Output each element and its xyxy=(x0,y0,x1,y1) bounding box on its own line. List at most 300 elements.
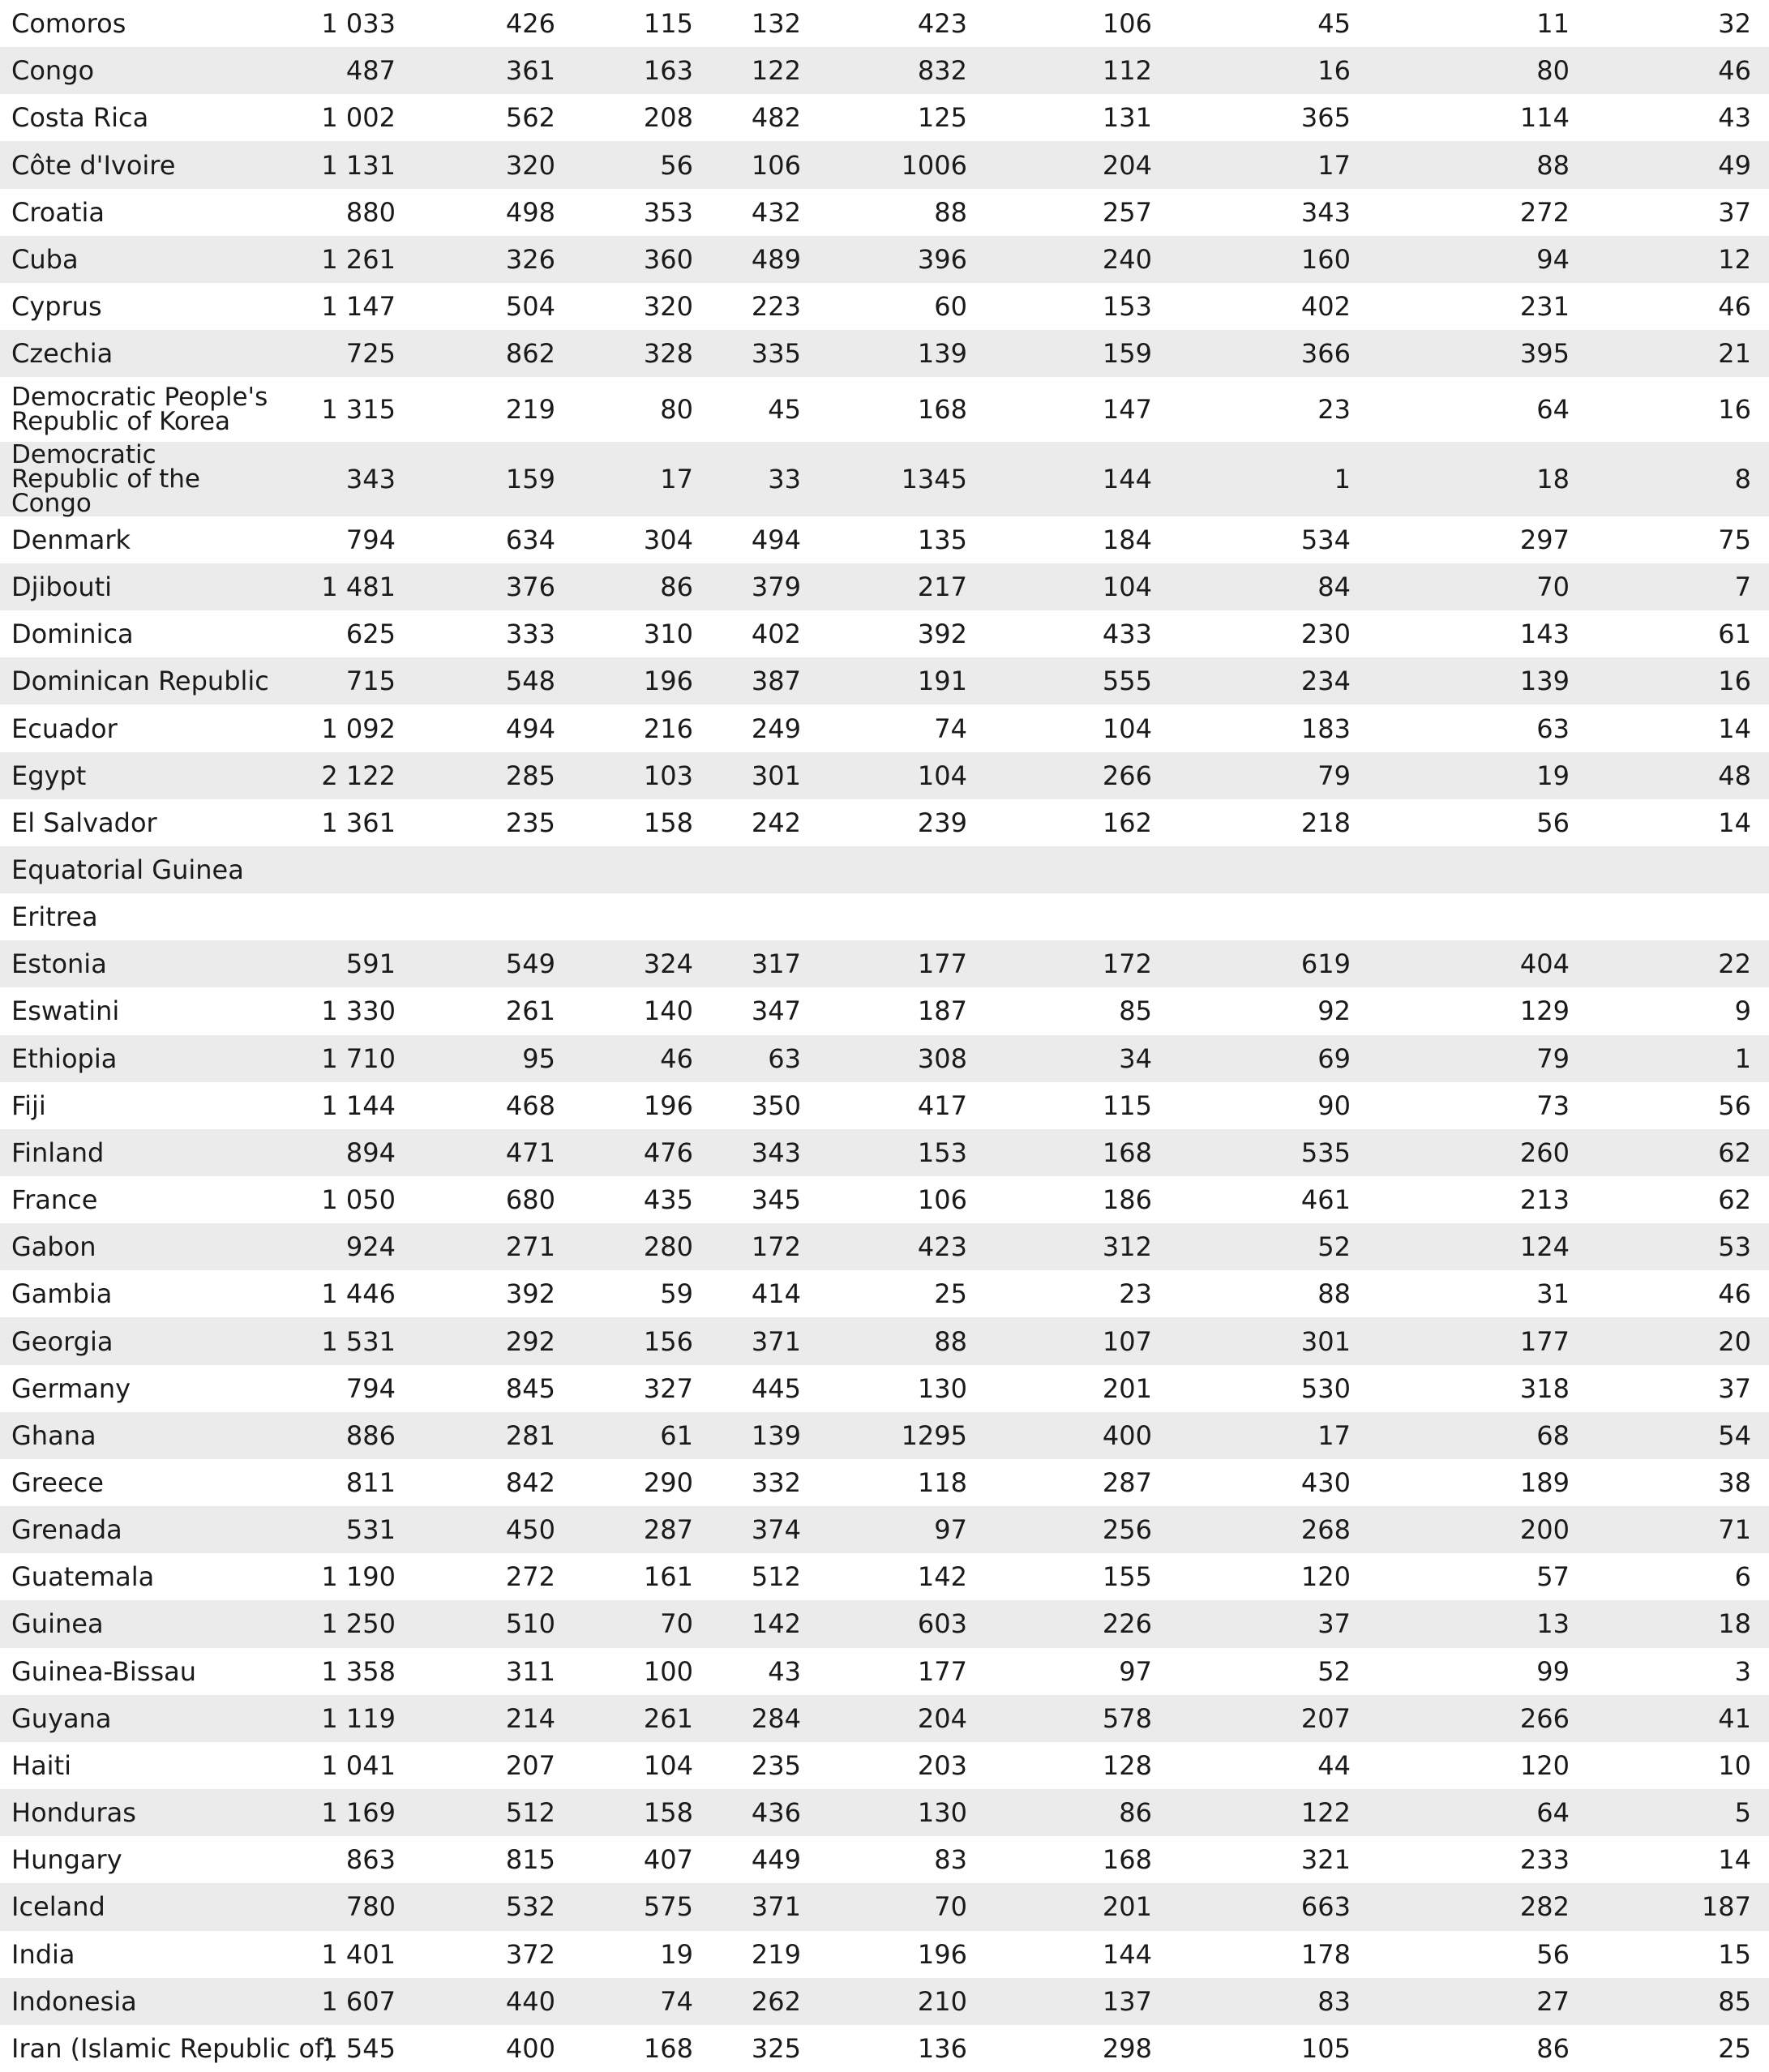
value-cell xyxy=(573,893,711,940)
value-cell: 1 131 xyxy=(288,141,413,188)
value-cell: 184 xyxy=(1102,524,1152,555)
value-cell: 104 xyxy=(643,1749,693,1781)
country-name-cell: Dominican Republic xyxy=(0,657,288,704)
value-cell: 376 xyxy=(413,563,573,610)
value-cell: 1 710 xyxy=(288,1035,413,1082)
value-cell: 1 119 xyxy=(288,1695,413,1742)
value-cell: 6 xyxy=(1734,1561,1751,1593)
value-cell: 845 xyxy=(505,1372,555,1404)
value-cell: 445 xyxy=(751,1372,801,1404)
value-cell: 292 xyxy=(413,1317,573,1364)
value-cell: 591 xyxy=(288,940,413,987)
value-cell: 34 xyxy=(985,1035,1170,1082)
value-cell: 318 xyxy=(1519,1372,1570,1404)
country-name-cell: Haiti xyxy=(11,1749,71,1781)
value-cell: 70 xyxy=(1369,563,1587,610)
value-cell: 132 xyxy=(751,8,801,40)
table-row xyxy=(0,1978,1769,2025)
value-cell: 16 xyxy=(1170,47,1369,94)
value-cell: 187 xyxy=(1587,1883,1769,1930)
value-cell: 235 xyxy=(751,1749,801,1781)
country-name-cell: Guinea-Bissau xyxy=(11,1655,197,1687)
value-cell: 725 xyxy=(288,330,413,377)
value-cell: 210 xyxy=(819,1978,985,2025)
country-name-cell: Gambia xyxy=(11,1278,113,1310)
value-cell: 54 xyxy=(1587,1412,1769,1459)
value-cell: 159 xyxy=(985,330,1170,377)
value-cell: 256 xyxy=(985,1506,1170,1553)
value-cell: 317 xyxy=(711,940,819,987)
value-cell: 1 401 xyxy=(321,1938,396,1970)
value-cell: 100 xyxy=(643,1655,693,1687)
value-cell: 272 xyxy=(505,1561,555,1593)
value-cell xyxy=(1170,846,1369,893)
value-cell: 360 xyxy=(573,236,711,283)
value-cell: 46 xyxy=(1718,291,1751,323)
value-cell: 70 xyxy=(819,1883,985,1930)
value-cell: 45 xyxy=(768,394,801,426)
value-cell: 347 xyxy=(751,995,801,1027)
value-cell: 115 xyxy=(1102,1090,1152,1121)
value-cell: 83 xyxy=(1170,1978,1369,2025)
value-cell: 22 xyxy=(1587,940,1769,987)
table-row xyxy=(0,987,1769,1034)
country-name-cell: Costa Rica xyxy=(11,102,149,134)
value-cell: 14 xyxy=(1718,713,1751,744)
table-row xyxy=(0,893,1769,940)
table-row xyxy=(0,704,1769,751)
value-cell: 79 xyxy=(1369,1035,1587,1082)
value-cell: 476 xyxy=(573,1129,711,1176)
country-name-cell: Estonia xyxy=(0,940,288,987)
value-cell: 31 xyxy=(1536,1278,1570,1310)
value-cell: 535 xyxy=(1170,1129,1369,1176)
value-cell: 120 xyxy=(1300,1561,1351,1593)
value-cell: 287 xyxy=(573,1506,711,1553)
value-cell: 353 xyxy=(643,196,693,228)
value-cell: 392 xyxy=(917,619,967,650)
value-cell: 433 xyxy=(1102,619,1152,650)
value-cell: 562 xyxy=(505,102,555,134)
table-row xyxy=(0,2025,1769,2072)
value-cell xyxy=(413,846,573,893)
value-cell: 832 xyxy=(819,47,985,94)
value-cell: 402 xyxy=(1300,291,1351,323)
value-cell: 70 xyxy=(573,1600,711,1647)
country-name-cell: Hungary xyxy=(11,1844,122,1876)
value-cell: 64 xyxy=(1369,1789,1587,1836)
value-cell: 863 xyxy=(345,1844,396,1876)
value-cell: 663 xyxy=(1170,1883,1369,1930)
value-cell: 191 xyxy=(819,657,985,704)
value-cell: 512 xyxy=(751,1561,801,1593)
value-cell: 208 xyxy=(643,102,693,134)
country-name-cell: Democratic Republic of the Congo xyxy=(0,442,288,516)
value-cell: 1295 xyxy=(819,1412,985,1459)
value-cell: 308 xyxy=(819,1035,985,1082)
value-cell: 201 xyxy=(985,1883,1170,1930)
value-cell: 16 xyxy=(1587,657,1769,704)
value-cell: 139 xyxy=(1369,657,1587,704)
table-row xyxy=(0,1836,1769,1883)
value-cell: 177 xyxy=(819,940,985,987)
table-row xyxy=(0,1506,1769,1553)
value-cell: 33 xyxy=(711,442,819,516)
value-cell: 625 xyxy=(345,619,396,650)
value-cell: 120 xyxy=(1519,1749,1570,1781)
country-name-cell: Grenada xyxy=(0,1506,288,1553)
value-cell: 287 xyxy=(1102,1467,1152,1499)
value-cell: 402 xyxy=(751,619,801,650)
value-cell: 343 xyxy=(1300,196,1351,228)
value-cell: 512 xyxy=(413,1789,573,1836)
value-cell: 68 xyxy=(1369,1412,1587,1459)
value-cell: 79 xyxy=(1170,752,1369,799)
value-cell: 217 xyxy=(819,563,985,610)
value-cell: 14 xyxy=(1718,1844,1751,1876)
value-cell: 468 xyxy=(505,1090,555,1121)
value-cell: 260 xyxy=(1369,1129,1587,1176)
value-cell: 71 xyxy=(1587,1506,1769,1553)
value-cell: 106 xyxy=(1102,8,1152,40)
value-cell: 862 xyxy=(413,330,573,377)
country-name-cell: Indonesia xyxy=(0,1978,288,2025)
table-row xyxy=(0,940,1769,987)
value-cell: 219 xyxy=(505,394,555,426)
country-name-cell: France xyxy=(11,1184,98,1216)
value-cell: 1 xyxy=(1587,1035,1769,1082)
value-cell: 114 xyxy=(1519,102,1570,134)
value-cell: 23 xyxy=(1119,1278,1152,1310)
value-cell: 216 xyxy=(643,713,693,744)
value-cell: 53 xyxy=(1587,1223,1769,1270)
country-name-cell: Eswatini xyxy=(11,995,120,1027)
value-cell: 37 xyxy=(1170,1600,1369,1647)
table-row xyxy=(0,1082,1769,1129)
value-cell: 7 xyxy=(1587,563,1769,610)
value-cell: 282 xyxy=(1369,1883,1587,1930)
value-cell: 189 xyxy=(1519,1467,1570,1499)
value-cell: 815 xyxy=(505,1844,555,1876)
value-cell: 122 xyxy=(711,47,819,94)
value-cell: 1 358 xyxy=(321,1655,396,1687)
value-cell: 18 xyxy=(1369,442,1587,516)
value-cell: 139 xyxy=(819,330,985,377)
value-cell: 201 xyxy=(1102,1372,1152,1404)
value-cell: 240 xyxy=(985,236,1170,283)
table-row xyxy=(0,1459,1769,1506)
value-cell: 794 xyxy=(345,1372,396,1404)
value-cell: 1 041 xyxy=(321,1749,396,1781)
value-cell: 104 xyxy=(985,563,1170,610)
value-cell: 142 xyxy=(917,1561,967,1593)
value-cell: 97 xyxy=(819,1506,985,1553)
value-cell: 603 xyxy=(819,1600,985,1647)
value-cell: 69 xyxy=(1170,1035,1369,1082)
value-cell: 1 144 xyxy=(321,1090,396,1121)
value-cell: 440 xyxy=(413,1978,573,2025)
value-cell: 1 361 xyxy=(321,807,396,838)
value-cell: 811 xyxy=(345,1467,396,1499)
value-cell: 392 xyxy=(505,1278,555,1310)
value-cell: 62 xyxy=(1718,1184,1751,1216)
country-name-cell: Congo xyxy=(0,47,288,94)
value-cell: 64 xyxy=(1536,394,1570,426)
value-cell: 162 xyxy=(1102,807,1152,838)
country-name-cell: Dominica xyxy=(11,619,134,650)
value-cell: 1 169 xyxy=(288,1789,413,1836)
value-cell: 374 xyxy=(711,1506,819,1553)
value-cell: 143 xyxy=(1519,619,1570,650)
value-cell: 124 xyxy=(1369,1223,1587,1270)
value-cell xyxy=(985,893,1170,940)
value-cell: 432 xyxy=(751,196,801,228)
value-cell: 284 xyxy=(711,1695,819,1742)
table-row xyxy=(0,1223,1769,1270)
value-cell: 531 xyxy=(288,1506,413,1553)
value-cell: 371 xyxy=(711,1883,819,1930)
value-cell: 1 050 xyxy=(321,1184,396,1216)
value-cell: 321 xyxy=(1300,1844,1351,1876)
value-cell: 430 xyxy=(1300,1467,1351,1499)
value-cell xyxy=(288,893,413,940)
value-cell: 63 xyxy=(1536,713,1570,744)
country-name-cell: Guatemala xyxy=(11,1561,155,1593)
value-cell: 125 xyxy=(917,102,967,134)
value-cell: 200 xyxy=(1369,1506,1587,1553)
value-cell: 1 190 xyxy=(321,1561,396,1593)
value-cell: 60 xyxy=(934,291,967,323)
value-cell: 213 xyxy=(1519,1184,1570,1216)
value-cell: 11 xyxy=(1536,8,1570,40)
value-cell: 335 xyxy=(711,330,819,377)
value-cell: 168 xyxy=(643,2032,693,2064)
value-cell: 144 xyxy=(985,442,1170,516)
value-cell: 204 xyxy=(985,141,1170,188)
value-cell: 48 xyxy=(1587,752,1769,799)
value-cell: 379 xyxy=(711,563,819,610)
value-cell: 52 xyxy=(1170,1223,1369,1270)
value-cell: 90 xyxy=(1317,1090,1351,1121)
table-row xyxy=(0,1365,1769,1412)
value-cell: 135 xyxy=(917,524,967,555)
value-cell: 74 xyxy=(934,713,967,744)
country-name-cell: Denmark xyxy=(11,524,131,555)
value-cell: 494 xyxy=(505,713,555,744)
value-cell: 924 xyxy=(288,1223,413,1270)
table-row xyxy=(0,799,1769,846)
country-name-cell: Ethiopia xyxy=(0,1035,288,1082)
table-row xyxy=(0,141,1769,188)
value-cell: 168 xyxy=(1102,1844,1152,1876)
value-cell xyxy=(1369,846,1587,893)
value-cell: 38 xyxy=(1718,1467,1751,1499)
country-name-cell: Guinea xyxy=(0,1600,288,1647)
value-cell: 88 xyxy=(1369,141,1587,188)
value-cell: 3 xyxy=(1734,1655,1751,1687)
value-cell: 365 xyxy=(1300,102,1351,134)
value-cell xyxy=(819,893,985,940)
value-cell: 88 xyxy=(1317,1278,1351,1310)
value-cell: 161 xyxy=(643,1561,693,1593)
country-name-cell: Cyprus xyxy=(11,291,102,323)
value-cell: 8 xyxy=(1587,442,1769,516)
value-cell: 345 xyxy=(751,1184,801,1216)
value-cell: 257 xyxy=(1102,196,1152,228)
value-cell: 842 xyxy=(505,1467,555,1499)
value-cell: 578 xyxy=(985,1695,1170,1742)
value-cell: 158 xyxy=(643,807,693,838)
value-cell: 285 xyxy=(413,752,573,799)
country-name-cell: Cuba xyxy=(0,236,288,283)
value-cell: 142 xyxy=(711,1600,819,1647)
table-row xyxy=(0,1648,1769,1695)
value-cell: 619 xyxy=(1170,940,1369,987)
value-cell: 404 xyxy=(1369,940,1587,987)
value-cell: 449 xyxy=(751,1844,801,1876)
table-row xyxy=(0,1931,1769,1978)
value-cell: 41 xyxy=(1587,1695,1769,1742)
value-cell: 1 531 xyxy=(288,1317,413,1364)
value-cell: 301 xyxy=(711,752,819,799)
value-cell: 372 xyxy=(505,1938,555,1970)
value-cell: 2 122 xyxy=(288,752,413,799)
value-cell: 1 481 xyxy=(288,563,413,610)
value-cell: 177 xyxy=(917,1655,967,1687)
table-row xyxy=(0,563,1769,610)
value-cell: 487 xyxy=(288,47,413,94)
value-cell xyxy=(1587,893,1769,940)
value-cell: 80 xyxy=(1369,47,1587,94)
value-cell: 172 xyxy=(985,940,1170,987)
table-row xyxy=(0,1600,1769,1647)
value-cell: 324 xyxy=(573,940,711,987)
value-cell: 75 xyxy=(1718,524,1751,555)
value-cell: 187 xyxy=(917,995,967,1027)
value-cell: 95 xyxy=(413,1035,573,1082)
value-cell: 423 xyxy=(819,1223,985,1270)
value-cell: 140 xyxy=(643,995,693,1027)
value-cell: 80 xyxy=(660,394,693,426)
value-cell: 73 xyxy=(1536,1090,1570,1121)
value-cell xyxy=(711,846,819,893)
value-cell: 249 xyxy=(751,713,801,744)
value-cell: 118 xyxy=(917,1467,967,1499)
value-cell: 304 xyxy=(643,524,693,555)
country-name-cell: Ecuador xyxy=(11,713,118,744)
value-cell: 290 xyxy=(643,1467,693,1499)
value-cell: 494 xyxy=(751,524,801,555)
value-cell xyxy=(711,893,819,940)
value-cell: 27 xyxy=(1369,1978,1587,2025)
value-cell: 43 xyxy=(1718,102,1751,134)
value-cell: 894 xyxy=(288,1129,413,1176)
country-name-cell: Comoros xyxy=(11,8,126,40)
value-cell: 155 xyxy=(1102,1561,1152,1593)
value-cell: 1 147 xyxy=(321,291,396,323)
value-cell: 106 xyxy=(711,141,819,188)
value-cell: 426 xyxy=(505,8,555,40)
value-cell: 387 xyxy=(711,657,819,704)
value-cell: 343 xyxy=(288,442,413,516)
country-name-cell: Germany xyxy=(11,1372,131,1404)
value-cell: 1 315 xyxy=(321,394,396,426)
value-cell xyxy=(1587,846,1769,893)
value-cell: 5 xyxy=(1587,1789,1769,1836)
country-name-cell: Democratic People's Republic of Korea xyxy=(11,382,268,437)
value-cell: 325 xyxy=(751,2032,801,2064)
table-row xyxy=(0,189,1769,236)
value-cell: 153 xyxy=(819,1129,985,1176)
value-cell: 234 xyxy=(1170,657,1369,704)
value-cell: 498 xyxy=(505,196,555,228)
value-cell: 794 xyxy=(345,524,396,555)
value-cell: 88 xyxy=(934,196,967,228)
value-cell: 1 033 xyxy=(321,8,396,40)
value-cell: 74 xyxy=(573,1978,711,2025)
value-cell: 510 xyxy=(413,1600,573,1647)
value-cell: 219 xyxy=(751,1938,801,1970)
value-cell: 56 xyxy=(1536,807,1570,838)
value-cell: 266 xyxy=(985,752,1170,799)
value-cell: 159 xyxy=(413,442,573,516)
value-cell: 471 xyxy=(413,1129,573,1176)
value-cell: 131 xyxy=(1102,102,1152,134)
country-name-cell: Guyana xyxy=(0,1695,288,1742)
value-cell: 16 xyxy=(1718,394,1751,426)
table-row xyxy=(0,330,1769,377)
table-row xyxy=(0,752,1769,799)
value-cell: 328 xyxy=(573,330,711,377)
value-cell: 548 xyxy=(413,657,573,704)
value-cell: 56 xyxy=(1536,1938,1570,1970)
value-cell: 163 xyxy=(573,47,711,94)
value-cell: 396 xyxy=(819,236,985,283)
value-cell: 1345 xyxy=(819,442,985,516)
value-cell: 85 xyxy=(1119,995,1152,1027)
value-cell: 207 xyxy=(505,1749,555,1781)
value-cell: 214 xyxy=(413,1695,573,1742)
value-cell: 130 xyxy=(917,1372,967,1404)
value-cell: 99 xyxy=(1536,1655,1570,1687)
value-cell xyxy=(288,846,413,893)
value-cell: 297 xyxy=(1519,524,1570,555)
country-name-cell: India xyxy=(11,1938,75,1970)
value-cell: 414 xyxy=(751,1278,801,1310)
value-cell: 196 xyxy=(917,1938,967,1970)
value-cell: 218 xyxy=(1300,807,1351,838)
value-cell: 18 xyxy=(1587,1600,1769,1647)
table-row xyxy=(0,442,1769,516)
value-cell: 168 xyxy=(985,1129,1170,1176)
value-cell: 530 xyxy=(1300,1372,1351,1404)
value-cell: 183 xyxy=(1300,713,1351,744)
value-cell: 226 xyxy=(985,1600,1170,1647)
value-cell: 261 xyxy=(505,995,555,1027)
value-cell xyxy=(819,846,985,893)
value-cell: 103 xyxy=(573,752,711,799)
value-cell: 261 xyxy=(573,1695,711,1742)
value-cell: 84 xyxy=(1170,563,1369,610)
value-cell: 417 xyxy=(917,1090,967,1121)
value-cell: 310 xyxy=(643,619,693,650)
value-cell xyxy=(1170,893,1369,940)
value-cell: 44 xyxy=(1317,1749,1351,1781)
value-cell: 97 xyxy=(1119,1655,1152,1687)
table-row xyxy=(0,47,1769,94)
value-cell: 20 xyxy=(1587,1317,1769,1364)
value-cell: 223 xyxy=(751,291,801,323)
